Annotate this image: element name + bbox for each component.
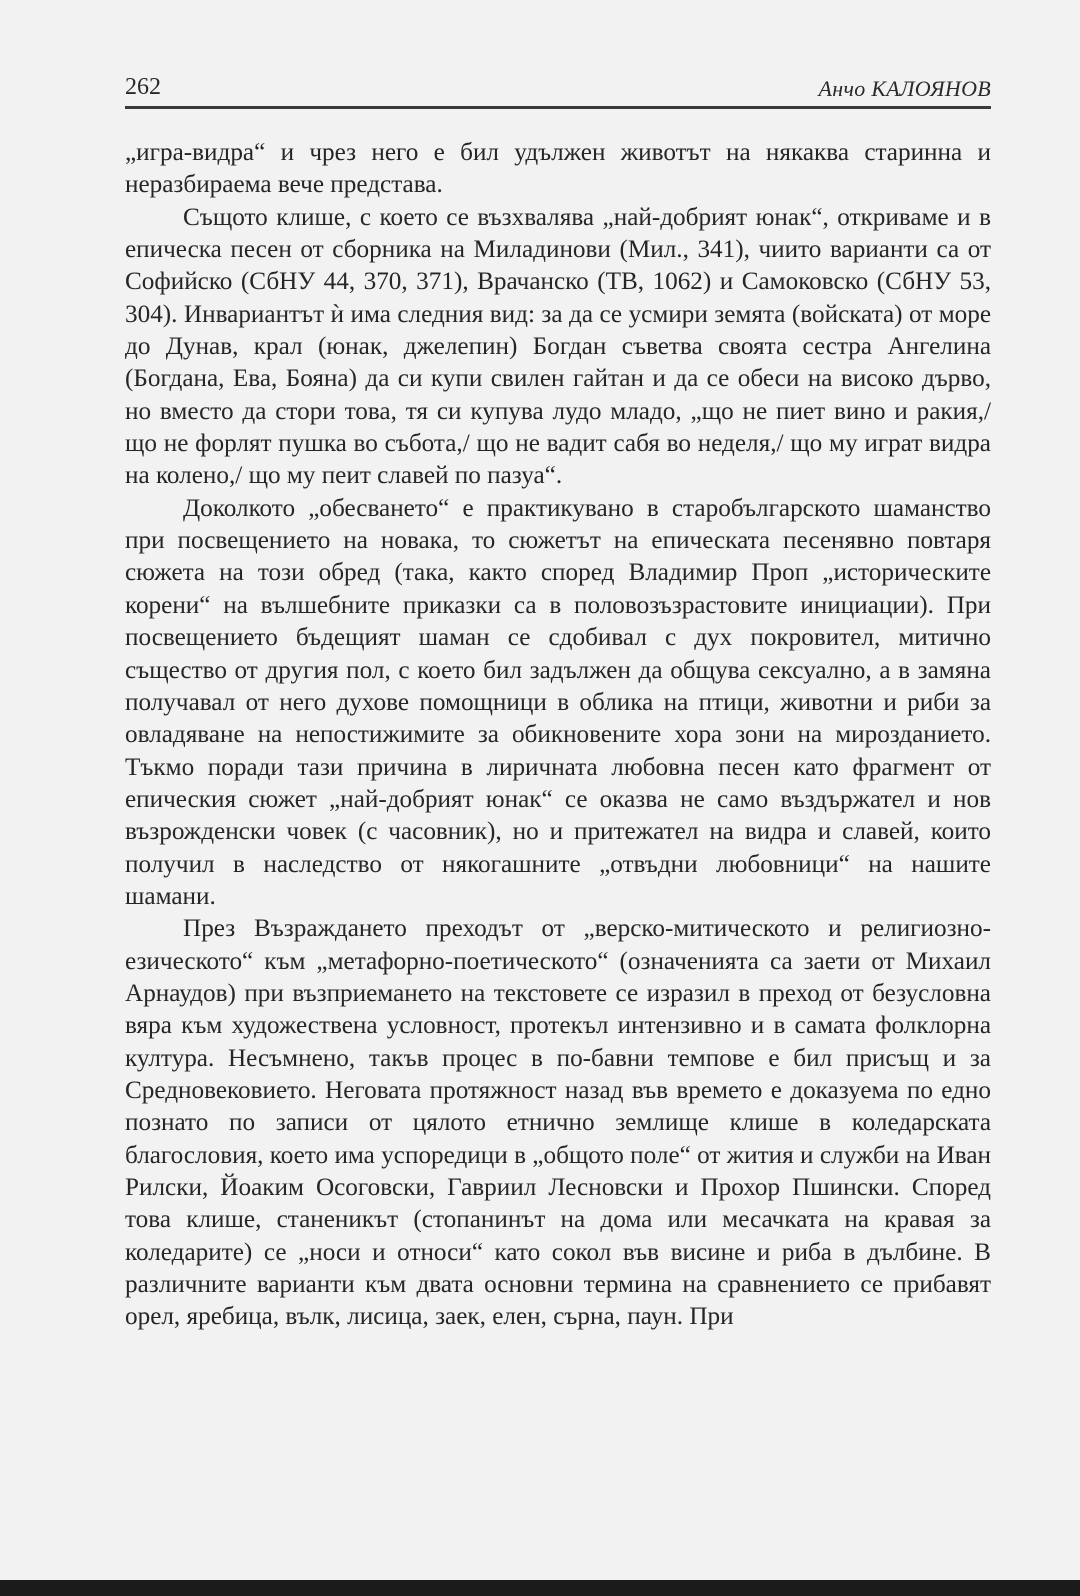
paragraph-1: „игра-видра“ и чрез него е бил удължен животът на някаква старинна и неразбираема вече представа. (125, 139, 991, 199)
header-rule (125, 106, 991, 109)
page-number: 262 (125, 74, 161, 100)
running-head-author: Анчо КАЛОЯНОВ (818, 76, 991, 101)
paragraph-2: Същото клише, с което се възхвалява „най-добрият юнак“, откриваме и в епическа песен от сборника на Миладинови (Мил., 341), чиито варианти са от Софийско (СбНУ 44, 370, 371), Врачанско (ТВ, 1062) и Самоковско (СбНУ 53, 304). Инвариантът ѝ има следния вид: за да се усмири земята (войската) от море до Дунав, крал (юнак, джелепин) Богдан съветва своята сестра Ангелина (Богдана, Ева, Бояна) да си купи свилен гайтан и да се обеси на високо дърво, но вместо да стори това, тя си купува лудо младо, „що не пиет вино и ракия,/ що не форлят пушка во събота,/ що не вадит сабя во неделя,/ що му играт видра на колено,/ що му пеит славей по пазуа“. (125, 203, 991, 490)
page-header (125, 70, 991, 106)
body-text (125, 137, 991, 1334)
scan-bottom-edge (0, 1580, 1080, 1596)
paragraph-4: През Възраждането преходът от „верско-митическото и религиозно-езическото“ към „метафорно-поетическото“ (означенията са заети от Михаил Арнаудов) при възприемането на текстовете се изразил в преход от безусловна вяра към художествена условност, протекъл интензивно и в самата фолклорна култура. Несъмнено, такъв процес в по-бавни темпове е бил присъщ и за Средновековието. Неговата протяжност назад във времето е доказуема по едно познато по записи от цялото етнично землище клише в коледарската благословия, което има успоредици в „общото поле“ от жития и служби на Иван Рилски, Йоаким Осоговски, Гавриил Лесновски и Прохор Пшински. Според това клише, станеникът (стопанинът на дома или месачката на кравая за коледарите) се „носи и относи“ като сокол във висине и риба в дълбине. В различните варианти към двата основни термина на сравнението се прибавят орел, яребица, вълк, лисица, заек, елен, сърна, паун. При (125, 915, 991, 1331)
paragraph-3: Доколкото „обесването“ е практикувано в старобългарското шаманство при посвещението на новака, то сюжетът на епическата песенявно повтаря сюжета на този обред (така, както според Владимир Проп „историческите корени“ на вълшебните приказки са в половозъзрастовите инициации). При посвещението бъдещият шаман се сдобивал с дух покровител, митично същество от другия пол, с което бил задължен да общува сексуално, а в замяна получавал от него духове помощници в облика на птици, животни и риби за овладяване на непостижимите за обикновените хора зони на мирозданието. Тъкмо поради тази причина в лиричната любовна песен като фрагмент от епическия сюжет „най-добрият юнак“ се оказва не само въздържател и нов възрожденски човек (с часовник), но и притежател на видра и славей, които получил в наследство от някогашните „отвъдни любовници“ на нашите шамани. (125, 494, 991, 910)
